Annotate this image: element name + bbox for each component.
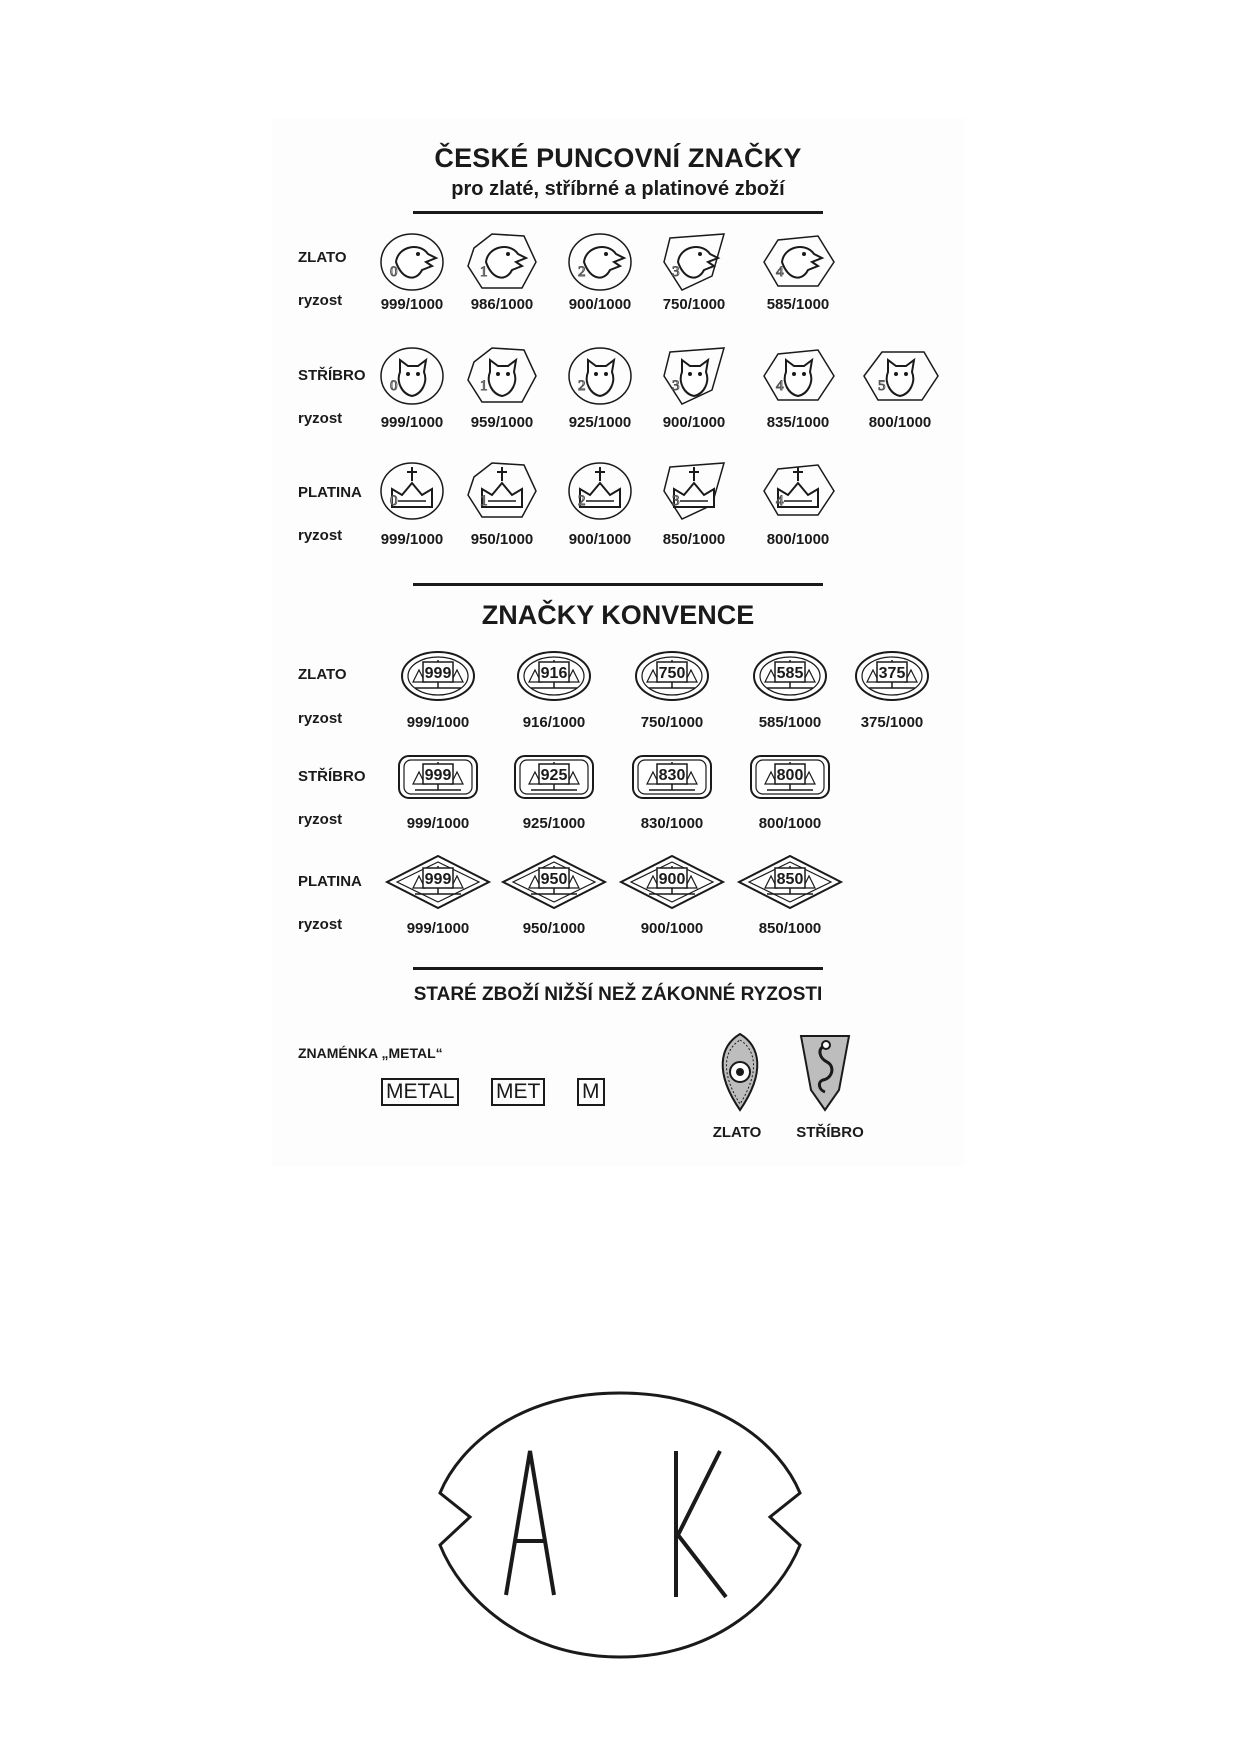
scales-icon [499, 646, 609, 706]
scales-icon [617, 852, 727, 912]
ak-oval-icon [420, 1385, 820, 1665]
convention-gold-fineness: 375/1000 [860, 714, 924, 731]
czech-silver-fineness: 925/1000 [568, 414, 632, 431]
czech-platinum-mark [560, 461, 640, 521]
eagle-head-icon [372, 232, 452, 292]
czech-platinum-fineness: 900/1000 [568, 531, 632, 548]
old-gold-mark [710, 1032, 770, 1112]
czech-gold-mark [372, 232, 452, 292]
convention-value: 585 [776, 665, 804, 682]
convention-silver-fineness: 830/1000 [640, 815, 704, 832]
conv-gold-label: ZLATO [298, 666, 347, 683]
metal-marks-label: ZNAMÉNKA „METAL“ [298, 1045, 443, 1061]
convention-silver-fineness: 800/1000 [758, 815, 822, 832]
crown-icon [372, 461, 452, 521]
czech-silver-fineness: 959/1000 [470, 414, 534, 431]
convention-platinum-fineness: 850/1000 [758, 920, 822, 937]
czech-gold-fineness: 750/1000 [662, 296, 726, 313]
page-subtitle: pro zlaté, stříbrné a platinové zboží [451, 178, 785, 200]
czech-silver-fineness-label: ryzost [298, 410, 343, 427]
convention-platinum-mark [617, 852, 727, 912]
divider [413, 211, 823, 214]
convention-value: 999 [424, 665, 452, 682]
divider [413, 583, 823, 586]
old-goods-title: STARÉ ZBOŽÍ NIŽŠÍ NEŽ ZÁKONNÉ RYZOSTI [413, 984, 823, 1005]
metal-mark-met: MET [491, 1078, 545, 1106]
mark-digit: 3 [672, 264, 680, 280]
page-title: ČESKÉ PUNCOVNÍ ZNAČKY [434, 143, 802, 173]
convention-gold-mark [837, 646, 947, 706]
czech-silver-mark [860, 346, 940, 406]
convention-silver-mark [383, 748, 493, 808]
hare-head-icon [758, 346, 838, 406]
mark-digit: 0 [390, 493, 398, 509]
czech-silver-fineness: 835/1000 [766, 414, 830, 431]
czech-silver-fineness: 999/1000 [380, 414, 444, 431]
convention-value: 999 [424, 767, 452, 784]
conv-platinum-label: PLATINA [298, 873, 362, 890]
czech-gold-label: ZLATO [298, 249, 347, 266]
convention-gold-fineness: 916/1000 [522, 714, 586, 731]
duck-head-icon [758, 232, 838, 292]
scales-icon [617, 748, 727, 808]
czech-silver-mark [462, 346, 542, 406]
convention-silver-fineness: 999/1000 [406, 815, 470, 832]
convention-gold-mark [617, 646, 727, 706]
czech-platinum-mark [654, 461, 734, 521]
convention-silver-mark [735, 748, 845, 808]
czech-platinum-fineness-label: ryzost [298, 527, 343, 544]
czech-gold-mark [462, 232, 542, 292]
convention-platinum-fineness: 950/1000 [522, 920, 586, 937]
czech-silver-fineness: 800/1000 [868, 414, 932, 431]
convention-gold-mark [499, 646, 609, 706]
czech-platinum-fineness: 950/1000 [470, 531, 534, 548]
rose-shield-icon [710, 1032, 770, 1112]
convention-value: 925 [540, 767, 568, 784]
convention-value: 950 [540, 871, 568, 888]
snake-shield-icon [797, 1032, 853, 1112]
crown-icon [758, 461, 838, 521]
old-gold-label: ZLATO [712, 1124, 762, 1141]
czech-platinum-fineness: 850/1000 [662, 531, 726, 548]
old-silver-label: STŘÍBRO [796, 1124, 864, 1141]
convention-gold-fineness: 750/1000 [640, 714, 704, 731]
ak-maker-mark [420, 1385, 820, 1665]
old-silver-mark [797, 1032, 853, 1112]
czech-silver-mark [372, 346, 452, 406]
mark-digit: 4 [776, 493, 784, 509]
convention-value: 830 [658, 767, 686, 784]
metal-mark-m: M [577, 1078, 605, 1106]
czech-silver-mark [654, 346, 734, 406]
conv-silver-fineness-label: ryzost [298, 811, 343, 828]
mark-digit: 4 [776, 264, 784, 280]
crown-icon [462, 461, 542, 521]
scales-icon [735, 748, 845, 808]
scales-icon [735, 646, 845, 706]
mark-digit: 0 [390, 264, 398, 280]
scales-icon [383, 748, 493, 808]
convention-gold-fineness: 585/1000 [758, 714, 822, 731]
czech-gold-mark [560, 232, 640, 292]
convention-value: 800 [776, 767, 804, 784]
convention-platinum-fineness: 999/1000 [406, 920, 470, 937]
goat-head-icon [462, 346, 542, 406]
czech-silver-label: STŘÍBRO [298, 367, 366, 384]
scales-icon [383, 852, 493, 912]
convention-gold-mark [735, 646, 845, 706]
conv-platinum-fineness-label: ryzost [298, 916, 343, 933]
scales-icon [499, 852, 609, 912]
scales-icon [735, 852, 845, 912]
czech-platinum-mark [758, 461, 838, 521]
crown-icon [654, 461, 734, 521]
conv-gold-fineness-label: ryzost [298, 710, 343, 727]
czech-platinum-fineness: 800/1000 [766, 531, 830, 548]
conv-silver-label: STŘÍBRO [298, 768, 366, 785]
czech-gold-mark [758, 232, 838, 292]
convention-gold-fineness: 999/1000 [406, 714, 470, 731]
hare-head-icon [654, 346, 734, 406]
czech-platinum-fineness: 999/1000 [380, 531, 444, 548]
mark-digit: 5 [878, 378, 886, 394]
convention-value: 750 [658, 665, 686, 682]
czech-silver-mark [560, 346, 640, 406]
convention-silver-fineness: 925/1000 [522, 815, 586, 832]
mark-digit: 4 [776, 378, 784, 394]
czech-gold-fineness: 900/1000 [568, 296, 632, 313]
convention-silver-mark [617, 748, 727, 808]
convention-value: 916 [540, 665, 568, 682]
convention-platinum-fineness: 900/1000 [640, 920, 704, 937]
mark-digit: 1 [480, 378, 488, 394]
mark-digit: 3 [672, 378, 680, 394]
czech-platinum-label: PLATINA [298, 484, 362, 501]
eagle-head-icon [462, 232, 542, 292]
convention-title: ZNAČKY KONVENCE [481, 600, 755, 630]
rooster-head-icon [654, 232, 734, 292]
scales-icon [837, 646, 947, 706]
czech-gold-fineness: 986/1000 [470, 296, 534, 313]
mark-digit: 1 [480, 493, 488, 509]
convention-silver-mark [499, 748, 609, 808]
czech-platinum-mark [372, 461, 452, 521]
eagle-head-icon [560, 232, 640, 292]
hare-head-icon [860, 346, 940, 406]
czech-platinum-mark [462, 461, 542, 521]
convention-platinum-mark [499, 852, 609, 912]
mark-digit: 2 [578, 378, 586, 394]
czech-gold-mark [654, 232, 734, 292]
metal-mark-metal: METAL [381, 1078, 459, 1106]
czech-silver-mark [758, 346, 838, 406]
scales-icon [499, 748, 609, 808]
convention-gold-mark [383, 646, 493, 706]
czech-gold-fineness: 999/1000 [380, 296, 444, 313]
convention-value: 999 [424, 871, 452, 888]
mark-digit: 1 [480, 264, 488, 280]
czech-gold-fineness-label: ryzost [298, 292, 343, 309]
mark-digit: 0 [390, 378, 398, 394]
convention-value: 850 [776, 871, 804, 888]
czech-silver-fineness: 900/1000 [662, 414, 726, 431]
convention-platinum-mark [735, 852, 845, 912]
czech-gold-fineness: 585/1000 [766, 296, 830, 313]
mark-digit: 3 [672, 493, 680, 509]
convention-value: 900 [658, 871, 686, 888]
convention-platinum-mark [383, 852, 493, 912]
scales-icon [383, 646, 493, 706]
goat-head-icon [560, 346, 640, 406]
goat-head-icon [372, 346, 452, 406]
scales-icon [617, 646, 727, 706]
divider [413, 967, 823, 970]
mark-digit: 2 [578, 264, 586, 280]
crown-icon [560, 461, 640, 521]
mark-digit: 2 [578, 493, 586, 509]
convention-value: 375 [878, 665, 906, 682]
